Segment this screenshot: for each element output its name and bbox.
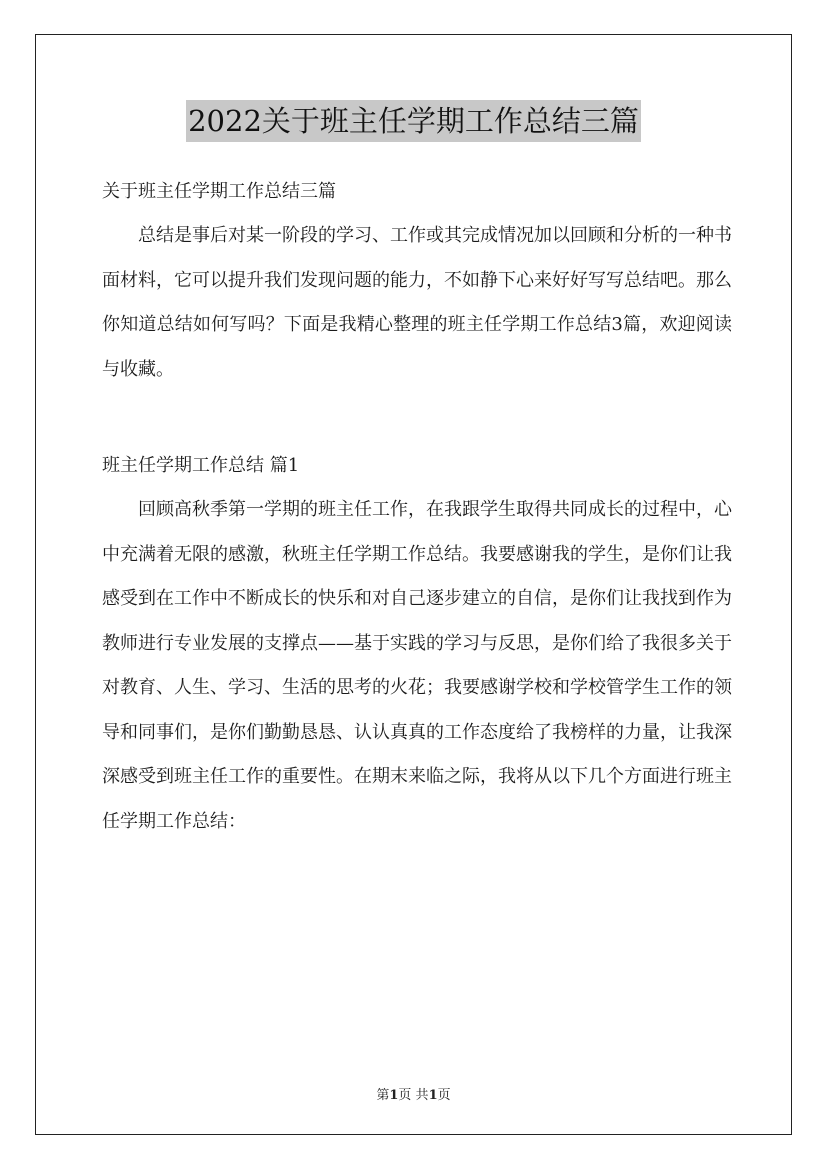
footer-page-prefix: 第 [376, 1088, 390, 1103]
section-spacer [102, 392, 732, 444]
document-subtitle: 关于班主任学期工作总结三篇 [102, 181, 336, 202]
section-paragraph: 回顾高秋季第一学期的班主任工作，在我跟学生取得共同成长的过程中，心中充满着无限的感激，秋班主任学期工作总结。我要感谢我的学生，是你们让我感受到在工作中不断成长的快乐和对自己逐步建立的自信，是你们让我找到作为教师进行专业发展的支撑点——基于实践的学习与反思，是你们给了我很多关于对教育、人生、学习、生活的思考的火花；我要感谢学校和学校管学生工作的领导和同事们，是你们勤勤恳恳、认认真真的工作态度给了我榜样的力量，让我深深感受到班主任工作的重要性。在期末来临之际，我将从以下几个方面进行班主任学期工作总结： [102, 499, 732, 832]
title-container [0, 100, 827, 142]
intro-paragraph: 总结是事后对某一阶段的学习、工作或其完成情况加以回顾和分析的一种书面材料，它可以提升我们发现问题的能力，不如静下心来好好写写总结吧。那么你知道总结如何写吗？下面是我精心整理的班主任学期工作总结3篇，欢迎阅读与收藏。 [102, 225, 732, 380]
footer-page-current: 1 [389, 1088, 399, 1103]
footer-page-mid: 页 共 [398, 1088, 429, 1103]
document-title: 2022关于班主任学期工作总结三篇 [186, 100, 641, 142]
footer-page-total: 1 [428, 1088, 438, 1103]
document-body [102, 170, 732, 844]
footer-page-suffix: 页 [437, 1088, 451, 1103]
page-footer [0, 1084, 827, 1103]
section-heading: 班主任学期工作总结 篇1 [102, 455, 300, 476]
